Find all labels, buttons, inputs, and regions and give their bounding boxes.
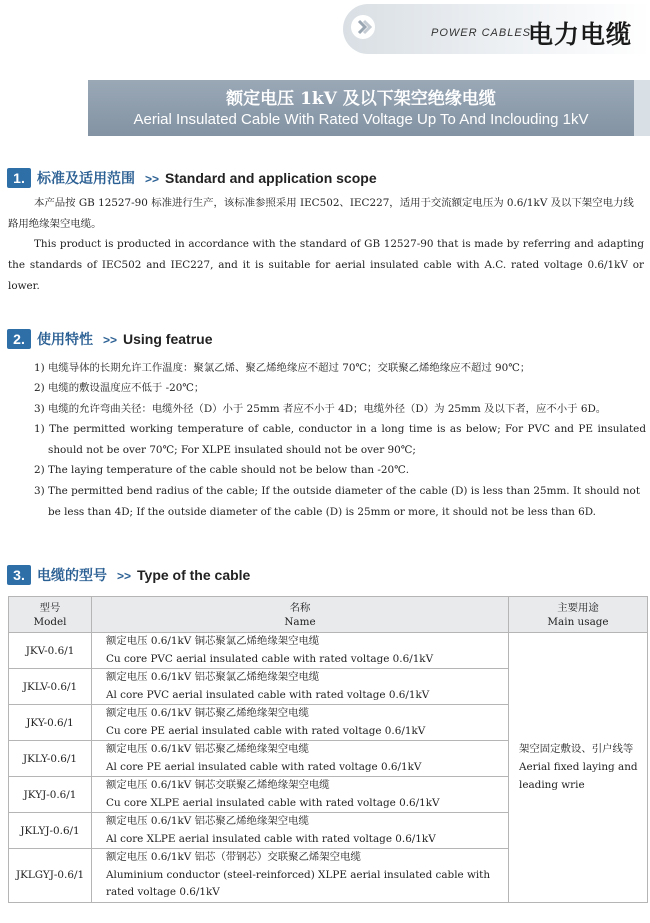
scope-text-en: This product is producted in accordance with the standard of GB 12527-90 that is made by referring and adapting the standards of IEC502 and IEC227, and it is suitable for aerial insulated cable with A.C. rated voltage 0.6/1kV or lower. [8, 238, 644, 292]
model-cell: JKLY-0.6/1 [9, 741, 92, 777]
feature-item-en-3: 3) The permitted bend radius of the cable; If the outside diameter of the cable (D) is less than 25mm. It should not be less than 4D; If the outside diameter of the cable (D) is 25mm or more, it should not be less than 6D. [34, 485, 640, 518]
feature-item-en-1: 1) The permitted working temperature of cable, conductor in a long time is as below; For PVC and PE insulated should not be over 70℃; For XLPE insulated should not be over 90℃; [34, 423, 646, 456]
feature-item-cn-1: 1) 电缆导体的长期允许工作温度：聚氯乙烯、聚乙烯绝缘应不超过 70℃；交联聚乙烯绝缘应不超过 90℃； [34, 362, 531, 374]
page-title-cn: 额定电压 1kV 及以下架空绝缘电缆 [226, 89, 496, 109]
section-arrow: >> [117, 569, 132, 583]
table-header-row [9, 597, 648, 633]
col-header-model: 型号 Model [9, 597, 92, 633]
scope-text-cn: 本产品按 GB 12527-90 标准进行生产，该标准参照采用 IEC502、IEC227，适用于交流额定电压为 0.6/1kV 及以下架空电力线路用绝缘架空电缆。 [8, 197, 634, 230]
arrow-circle-icon [350, 14, 376, 40]
model-cell: JKY-0.6/1 [9, 705, 92, 741]
section-title-en: Standard and application scope [165, 170, 377, 186]
section-title-cn: 使用特性 [37, 331, 93, 347]
usage-cell: 架空固定敷设、引户线等 Aerial fixed laying and leading wrie [509, 633, 648, 903]
col-header-name: 名称 Name [92, 597, 509, 633]
section-title-cn: 标准及适用范围 [37, 170, 135, 186]
model-cell: JKLV-0.6/1 [9, 669, 92, 705]
model-cell: JKLGYJ-0.6/1 [9, 849, 92, 903]
section-title-en: Type of the cable [137, 567, 251, 583]
page-title-en: Aerial Insulated Cable With Rated Voltage Up To And Inclouding 1kV [133, 111, 589, 128]
name-cell: 额定电压 0.6/1kV 铝芯聚乙烯绝缘架空电缆 Al core XLPE aerial insulated cable with rated voltage 0.6/1kV [92, 813, 509, 849]
col-header-usage: 主要用途 Main usage [509, 597, 648, 633]
table-row [9, 633, 648, 669]
header-tag-en: POWER CABLES [431, 27, 532, 39]
name-cell: 额定电压 0.6/1kV 铜芯交联聚乙烯绝缘架空电缆 Cu core XLPE aerial insulated cable with rated voltage 0.6/1kV [92, 777, 509, 813]
model-cell: JKV-0.6/1 [9, 633, 92, 669]
name-cell: 额定电压 0.6/1kV 铝芯聚氯乙烯绝缘架空电缆 Al core PVC aerial insulated cable with rated voltage 0.6/1kV [92, 669, 509, 705]
model-cell: JKLYJ-0.6/1 [9, 813, 92, 849]
section-arrow: >> [103, 333, 118, 347]
feature-item-cn-2: 2) 电缆的敷设温度应不低于 -20℃； [34, 382, 205, 394]
section-arrow: >> [145, 172, 160, 186]
section-title-cn: 电缆的型号 [37, 567, 107, 583]
name-cell: 额定电压 0.6/1kV 铜芯聚乙烯绝缘架空电缆 Cu core PE aerial insulated cable with rated voltage 0.6/1kV [92, 705, 509, 741]
section-title-en: Using featrue [123, 331, 213, 347]
section-number: 2. [7, 329, 31, 349]
name-cell: 额定电压 0.6/1kV 铝芯（带钢芯）交联聚乙烯架空电缆 Aluminium conductor (steel-reinforced) XLPE aerial insulated cable with rated voltage 0.6/1kV [92, 849, 509, 903]
name-cell: 额定电压 0.6/1kV 铜芯聚氯乙烯绝缘架空电缆 Cu core PVC aerial insulated cable with rated voltage 0.6/1kV [92, 633, 509, 669]
name-cell: 额定电压 0.6/1kV 铝芯聚乙烯绝缘架空电缆 Al core PE aerial insulated cable with rated voltage 0.6/1kV [92, 741, 509, 777]
feature-item-cn-3: 3) 电缆的允许弯曲关径：电缆外径（D）小于 25mm 者应不小于 4D；电缆外径（D）为 25mm 及以下者，应不小于 6D。 [34, 403, 607, 415]
title-strip [634, 80, 650, 136]
cable-type-table [8, 596, 648, 903]
header-tag-cn: 电力电缆 [528, 21, 633, 49]
feature-item-en-2: 2) The laying temperature of the cable should not be below than -20℃. [34, 464, 410, 476]
section-number: 3. [7, 565, 31, 585]
section-number: 1. [7, 168, 31, 188]
model-cell: JKYJ-0.6/1 [9, 777, 92, 813]
